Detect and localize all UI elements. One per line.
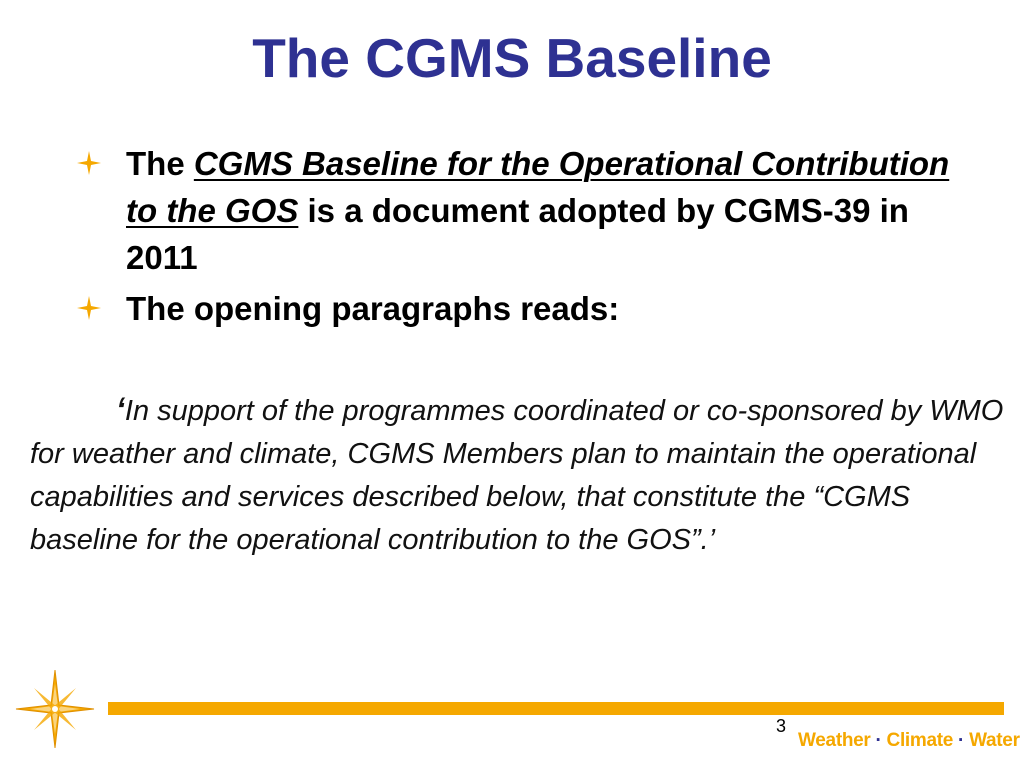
quote-text: In support of the programmes coordinated or co-sponsored by WMO for weather and climate, CGMS Members plan to maintain the operational capabilities and services described below, that constitute the “CGMS baseline for the operational contribution to the GOS”.’ (30, 395, 1004, 556)
slide-title: The CGMS Baseline (252, 27, 772, 89)
brand-word-water: Water (969, 730, 1020, 751)
bullet-1-emphasis: CGMS Baseline for the Operational Contribution to the GOS (126, 145, 950, 229)
bullet-item-2 (76, 285, 956, 332)
brand-word-weather: Weather (798, 730, 871, 751)
bullet-2-text: The opening paragraphs reads: (126, 290, 620, 327)
brand-tagline (798, 730, 1020, 752)
brand-word-climate: Climate (886, 730, 954, 751)
footer-accent-bar (108, 702, 1004, 715)
bullet-1-suffix: is a document adopted by CGMS-39 in 2011 (126, 192, 909, 276)
bullet-1-prefix: The (126, 145, 194, 182)
four-point-star-icon (76, 150, 102, 176)
brand-separator: · (953, 730, 970, 751)
quote-paragraph (30, 388, 1005, 562)
compass-star-icon (14, 668, 96, 750)
brand-separator: · (870, 730, 887, 751)
quote-open-mark: ‘ (116, 391, 125, 427)
bullet-item-1 (76, 140, 956, 281)
bullet-list (76, 140, 956, 336)
page-number: 3 (776, 716, 787, 736)
four-point-star-icon (76, 295, 102, 321)
